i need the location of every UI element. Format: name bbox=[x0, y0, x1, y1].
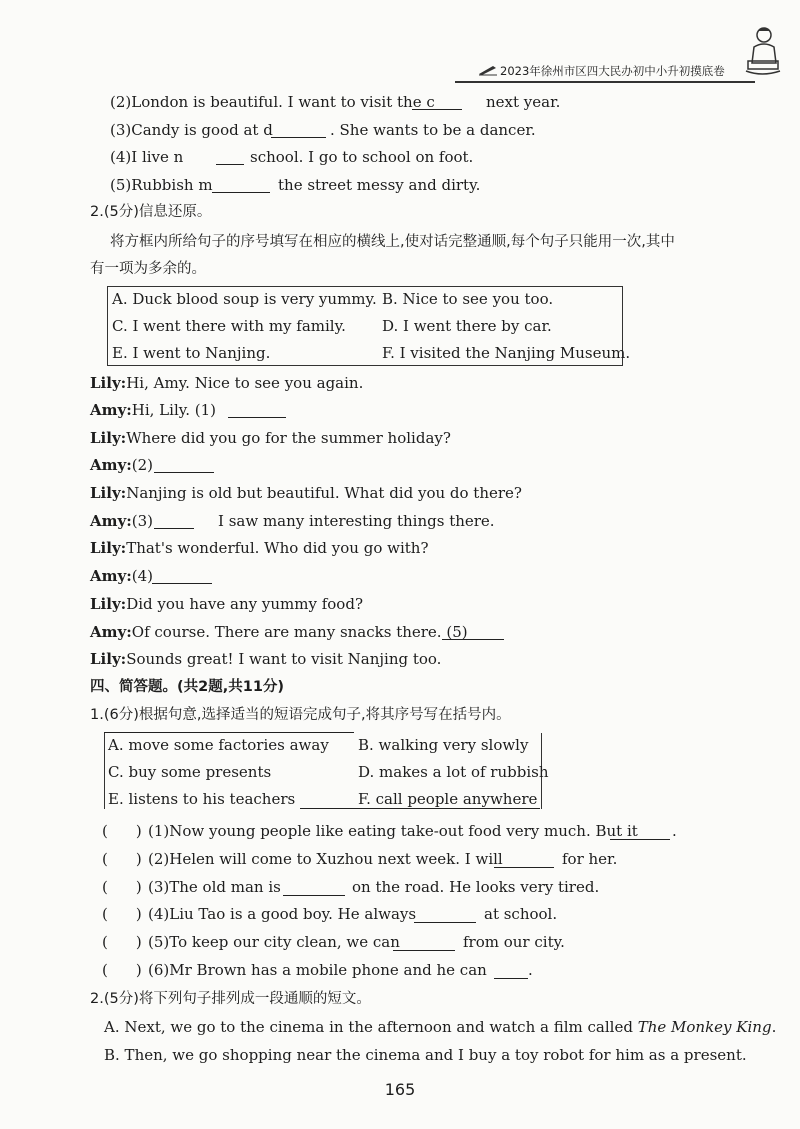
question-item: (6)Mr Brown has a mobile phone and he can bbox=[148, 961, 487, 979]
fill-item-3-tail: . She wants to be a dancer. bbox=[330, 121, 536, 139]
answer-bracket[interactable]: ( ) bbox=[102, 878, 142, 896]
dialogue-line: Lily:That's wonderful. Who did you go with? bbox=[90, 539, 429, 557]
part-heading: 四、简答题。(共2题,共11分) bbox=[90, 679, 285, 695]
phrase-d: D. makes a lot of rubbish bbox=[358, 763, 549, 781]
instruction-text: 将方框内所给句子的序号填写在相应的横线上,使对话完整通顺,每个句子只能用一次,其中 bbox=[110, 234, 675, 250]
fill-item-2-tail: next year. bbox=[486, 93, 561, 111]
phrase-b: B. walking very slowly bbox=[358, 736, 529, 754]
film-title: The Monkey King bbox=[637, 1018, 772, 1036]
sentence-a: A. Next, we go to the cinema in the afternoon and watch a film called The Monkey King. bbox=[104, 1018, 777, 1036]
answer-blank[interactable] bbox=[212, 192, 270, 193]
answer-blank[interactable] bbox=[228, 417, 286, 418]
box-rule bbox=[104, 732, 354, 733]
phrase-e: E. listens to his teachers bbox=[108, 790, 296, 808]
dialogue-line: Amy:(4) bbox=[90, 567, 154, 585]
answer-blank[interactable] bbox=[283, 895, 345, 896]
answer-bracket[interactable]: ( ) bbox=[102, 822, 142, 840]
reading-child-icon bbox=[740, 25, 785, 80]
phrase-f: F. call people anywhere bbox=[358, 790, 538, 808]
dialogue-line: Lily:Nanjing is old but beautiful. What did you do there? bbox=[90, 484, 522, 502]
phrase-c: C. buy some presents bbox=[108, 763, 272, 781]
answer-blank[interactable] bbox=[393, 950, 455, 951]
fill-item-3: (3)Candy is good at d bbox=[110, 121, 273, 139]
question-item: (3)The old man is bbox=[148, 878, 281, 896]
page-number: 165 bbox=[384, 1080, 416, 1099]
option-c: C. I went there with my family. bbox=[112, 317, 346, 335]
answer-bracket[interactable]: ( ) bbox=[102, 933, 142, 951]
instruction-text: 有一项为多余的。 bbox=[90, 261, 206, 277]
question-item-tail: on the road. He looks very tired. bbox=[352, 878, 600, 896]
question-item: (2)Helen will come to Xuzhou next week. I will bbox=[148, 850, 503, 868]
fill-item-2: (2)London is beautiful. I want to visit the c bbox=[110, 93, 435, 111]
answer-blank[interactable] bbox=[414, 922, 476, 923]
fill-item-5-tail: the street messy and dirty. bbox=[278, 176, 481, 194]
answer-blank[interactable] bbox=[152, 583, 212, 584]
dialogue-line: Amy:(2) bbox=[90, 456, 154, 474]
header-title: 2023年徐州市区四大民办初中小升初摸底卷 bbox=[500, 64, 725, 78]
dialogue-line: Amy:(3) bbox=[90, 512, 154, 530]
answer-blank[interactable] bbox=[494, 978, 528, 979]
question-item: (4)Liu Tao is a good boy. He always bbox=[148, 905, 417, 923]
answer-blank[interactable] bbox=[271, 137, 326, 138]
dialogue-line: Lily:Hi, Amy. Nice to see you again. bbox=[90, 374, 364, 392]
answer-bracket[interactable]: ( ) bbox=[102, 850, 142, 868]
sentence-b: B. Then, we go shopping near the cinema and I buy a toy robot for him as a present. bbox=[104, 1046, 747, 1064]
section-heading: 2.(5分)信息还原。 bbox=[90, 204, 212, 220]
answer-blank[interactable] bbox=[442, 639, 504, 640]
question-heading: 2.(5分)将下列句子排列成一段通顺的短文。 bbox=[90, 991, 371, 1007]
dialogue-line: Lily:Where did you go for the summer holiday? bbox=[90, 429, 451, 447]
answer-blank[interactable] bbox=[154, 472, 214, 473]
fill-item-5: (5)Rubbish m bbox=[110, 176, 213, 194]
fill-item-4: (4)I live n bbox=[110, 148, 184, 166]
option-f: F. I visited the Nanjing Museum. bbox=[382, 344, 631, 362]
answer-blank[interactable] bbox=[610, 839, 670, 840]
answer-bracket[interactable]: ( ) bbox=[102, 961, 142, 979]
question-heading: 1.(6分)根据句意,选择适当的短语完成句子,将其序号写在括号内。 bbox=[90, 707, 511, 723]
answer-blank[interactable] bbox=[154, 528, 194, 529]
dialogue-line: Lily:Did you have any yummy food? bbox=[90, 595, 363, 613]
dialogue-line: Amy:Of course. There are many snacks there. (5) bbox=[90, 623, 468, 641]
question-item-tail: from our city. bbox=[463, 933, 565, 951]
question-item-tail: for her. bbox=[562, 850, 618, 868]
dialogue-line-tail: I saw many interesting things there. bbox=[218, 512, 495, 530]
option-d: D. I went there by car. bbox=[382, 317, 552, 335]
question-item: (5)To keep our city clean, we can bbox=[148, 933, 400, 951]
phrase-a: A. move some factories away bbox=[108, 736, 329, 754]
option-e: E. I went to Nanjing. bbox=[112, 344, 271, 362]
pen-icon bbox=[478, 64, 498, 76]
question-item-tail: at school. bbox=[484, 905, 558, 923]
answer-blank[interactable] bbox=[216, 164, 244, 165]
answer-blank[interactable] bbox=[494, 867, 554, 868]
dialogue-line: Lily:Sounds great! I want to visit Nanjing too. bbox=[90, 650, 442, 668]
question-item: (1)Now young people like eating take-out food very much. But it bbox=[148, 822, 638, 840]
option-b: B. Nice to see you too. bbox=[382, 290, 554, 308]
answer-bracket[interactable]: ( ) bbox=[102, 905, 142, 923]
fill-item-4-tail: school. I go to school on foot. bbox=[250, 148, 474, 166]
question-item-tail: . bbox=[672, 822, 677, 840]
header-rule bbox=[455, 81, 755, 83]
option-a: A. Duck blood soup is very yummy. bbox=[112, 290, 377, 308]
question-item-tail: . bbox=[528, 961, 533, 979]
dialogue-line: Amy:Hi, Lily. (1) bbox=[90, 401, 217, 419]
answer-blank[interactable] bbox=[412, 109, 462, 110]
